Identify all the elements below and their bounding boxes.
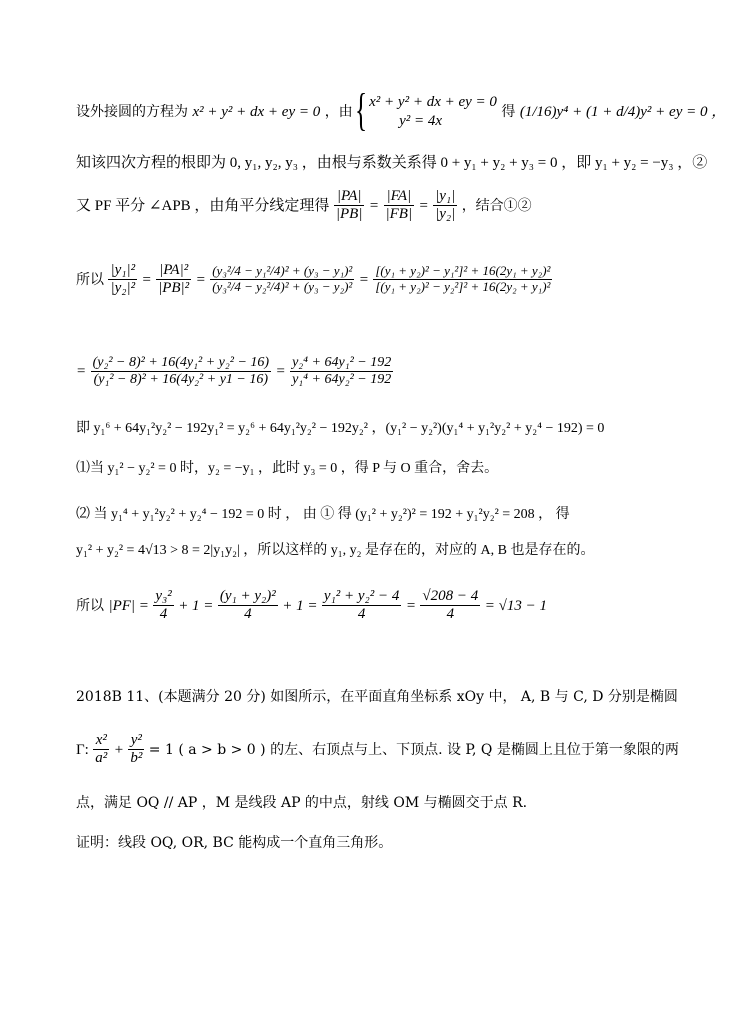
solution-line-9: y₁² + y₂² = 4√13 > 8 = 2|y₁y₂| ，所以这样的 y₁, y₂ 是存在的，对应的 A, B 也是存在的。 (76, 543, 595, 558)
fraction-sum-minus-4 (322, 588, 401, 624)
line10-label: 所以 (76, 597, 104, 614)
fraction-numerator: y₃² (153, 588, 173, 606)
fraction-y1-y2 (433, 188, 457, 224)
problem-line-2 (76, 732, 716, 768)
fraction-denominator: [(y₁ + y₂)² − y₂²]² + 16(2y₂ + y₁)² (375, 279, 551, 295)
fraction-numerator: |PA| (334, 188, 365, 206)
fraction-y2-b2 (128, 732, 144, 768)
final-result: = √13 − 1 (484, 597, 547, 614)
fraction-denominator: (y₃²/4 − y₂²/4)² + (y₃ − y₂)² (212, 279, 353, 295)
problem-line-1: 2018B 11、(本题满分 20 分) 如图所示，在平面直角坐标系 xOy 中， A, B 与 C, D 分别是椭圆 (76, 689, 678, 705)
fraction-denominator: (y₁² − 8)² + 16(4y₂² + y1 − 16) (93, 372, 269, 388)
fraction-numerator: y₁² + y₂² − 4 (322, 588, 401, 606)
operator: + 1 = (178, 597, 214, 614)
fraction-denominator: |FB| (385, 206, 413, 223)
problem-line-4: 证明：线段 OQ, OR, BC 能构成一个直角三角形。 (76, 835, 393, 851)
fraction-denominator: y₁⁴ + 64y₂² − 192 (292, 372, 392, 388)
line4-label: 所以 (76, 271, 104, 288)
fraction-numerator: (y₂² − 8)² + 16(4y₁² + y₂² − 16) (91, 355, 271, 372)
fraction-sum-sq (218, 588, 278, 624)
fraction-numerator: |PA|² (156, 262, 191, 280)
fraction-numerator: |FA| (384, 188, 415, 206)
fraction-sqrt-208 (420, 588, 480, 624)
line1-mid: ，由 (324, 103, 353, 120)
problem-line-2-text: = 1 ( a > b > 0 ) 的左、右顶点与上、下顶点. 设 P, Q 是椭圆上且位于第一象限的两 (148, 741, 679, 758)
circle-equation: x² + y² + dx + ey = 0 (192, 103, 321, 120)
fraction-denominator: b² (130, 750, 143, 767)
fraction-denominator: 4 (357, 606, 366, 623)
fraction-numerator: [(y₁ + y₂)² − y₁²]² + 16(2y₁ + y₂)² (375, 263, 551, 279)
solution-line-3: 又 PF 平分 ∠APB ，由角平分线定理得 $\frac{|PA|}{|PB|}$ = $\frac{|FA|}{|FB|}$ = $\frac{\text{|y₁|}}{\text{|y₂|}}$ ，结合①② (76, 188, 532, 223)
line3-end: ，结合①② (461, 197, 532, 214)
solution-line-8: ⑵ 当 y₁⁴ + y₁²y₂² + y₂⁴ − 192 = 0 时 ， 由 ① 得 (y₁² + y₂²)² = 192 + y₁²y₂² = 208 ， 得 (76, 507, 570, 522)
fraction-y3-sq (153, 588, 173, 624)
fraction-expanded (91, 355, 271, 388)
system-row-1: x² + y² + dx + ey = 0 (369, 94, 497, 110)
gamma-label: Γ: (76, 741, 89, 758)
solution-line-6: 即 y₁⁶ + 64y₁²y₂² − 192y₁² = y₂⁶ + 64y₁²y₂² − 192y₂² ，(y₁² − y₂²)(y₁⁴ + y₁²y₂² + y₂⁴ − 192) = 0 (76, 421, 605, 436)
fraction-denominator: 4 (446, 606, 455, 623)
fraction-denominator: |PB|² (158, 280, 190, 297)
solution-line-10 (76, 588, 716, 624)
fraction-distance-expansion (210, 264, 354, 295)
operator: + (113, 741, 124, 758)
line1-de: 得 (501, 103, 516, 120)
fraction-denominator: |y₂|² (110, 280, 136, 297)
solution-line-7: ⑴当 y₁² − y₂² = 0 时，y₂ = −y₁ ，此时 y₃ = 0 ，得 P 与 O 重合，舍去。 (76, 461, 499, 476)
fraction-numerator: (y₃²/4 − y₁²/4)² + (y₃ − y₁)² (212, 263, 353, 279)
solution-line-1 (76, 84, 727, 135)
fraction-pa-pb (334, 188, 365, 224)
fraction-numerator: |y₁| (433, 188, 457, 206)
system-row-2: y² = 4x (399, 112, 443, 129)
fraction-y-squared (108, 262, 137, 298)
quartic-equation: (1/16)y⁴ + (1 + d/4)y² + ey = 0 ， (519, 103, 727, 120)
pf-label: |PF| = (108, 597, 149, 614)
line3-text: 又 PF 平分 ∠APB ，由角平分线定理得 (76, 197, 330, 214)
fraction-numerator: y² (128, 732, 144, 750)
fraction-denominator: 4 (159, 606, 168, 623)
fraction-denominator: 4 (244, 606, 252, 623)
fraction-simplified (373, 264, 552, 295)
solution-line-5: = $\frac{\text{(y₂² − 8)² + 16(4y₁² + y₂² − 16)}}{\text{(y₁² − 8)² + 16(4y₂² + y1 − 16)}}$ = $\frac{\text{y₂⁴ + 64y₁² − 192}}{\text{y₁⁴ + 64y₂² − 192}}$ (76, 355, 392, 388)
fraction-numerator: (y₁ + y₂)² (218, 588, 278, 606)
fraction-pa-squared (156, 262, 191, 298)
fraction-denominator: |y₂| (435, 206, 456, 223)
fraction-numerator: |y₁|² (108, 262, 137, 280)
operator: = (405, 597, 416, 614)
line1-text: 设外接圆的方程为 (76, 103, 188, 120)
solution-line-4: 所以 $\frac{\text{|y₁|²}}{\text{|y₂|²}}$ = $\frac{\text{|PA|²}}{\text{|PB|²}}$ = $\frac{\text{(y₃²/4 − y₁²/4)² + (y₃ − y₁)²}}{\text{(y₃²/4 − y₂²/4)² + (y₃ − y₂)²}}$ = $\frac{\text{[(y₁ + y₂)² − y₁²]² + 16(2y₁ + y₂)²}}{\text{[(y₁ + y₂)² − y₂²]² + 16(2y₂ + y₁)²}}$ (76, 262, 551, 297)
fraction-numerator: x² (93, 732, 109, 750)
fraction-fa-fb (384, 188, 415, 224)
operator: + 1 = (282, 597, 318, 614)
fraction-denominator: a² (95, 750, 108, 767)
fraction-numerator: y₂⁴ + 64y₁² − 192 (290, 355, 393, 372)
fraction-denominator: |PB| (335, 206, 363, 223)
left-brace-icon: { (355, 84, 368, 135)
solution-line-2: 知该四次方程的根即为 0, y₁, y₂, y₃ ，由根与系数关系得 0 + y₁ + y₂ + y₃ = 0 ，即 y₁ + y₂ = −y₃ ，② (76, 155, 708, 171)
equation-system (355, 84, 497, 135)
fraction-numerator: √208 − 4 (420, 588, 480, 606)
problem-line-3: 点，满足 OQ // AP ，M 是线段 AP 的中点，射线 OM 与椭圆交于点 R. (76, 795, 528, 811)
fraction-final (290, 355, 393, 388)
fraction-x2-a2 (93, 732, 109, 768)
